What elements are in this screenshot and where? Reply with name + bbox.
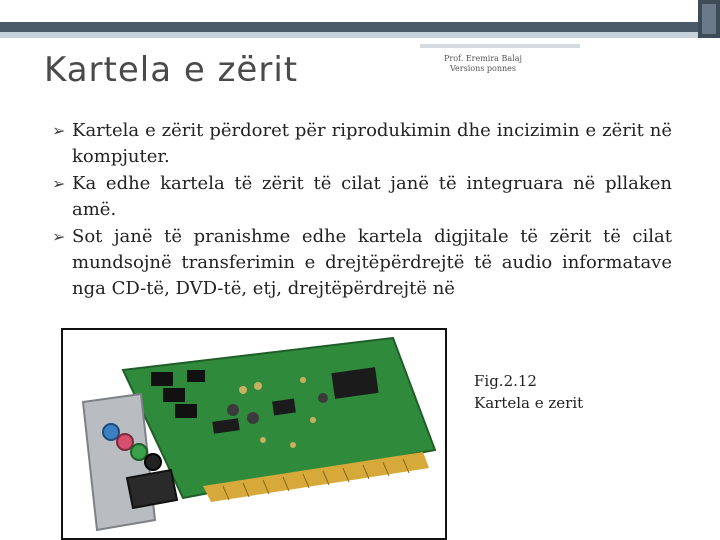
header-bar-light	[0, 32, 698, 38]
sound-card-illustration	[63, 330, 445, 538]
author-name: Prof. Eremira Balaj	[444, 54, 522, 63]
header-bar-dark	[0, 22, 698, 32]
bullet-text: Sot janë të pranishme edhe kartela digjitale të zërit të cilat mundsojnë transferimin e drejtëpërdrejtë të audio informatave nga CD-të, DVD-të, etj, drejtëpërdrejtë në	[72, 226, 672, 299]
black-port	[145, 454, 161, 470]
game-port	[127, 470, 177, 508]
slide-title: Kartela e zërit	[44, 50, 299, 90]
arrow-bullet-icon: ➢	[52, 121, 66, 140]
blue-port	[103, 424, 119, 440]
arrow-bullet-icon: ➢	[52, 174, 66, 193]
title-accent-line	[420, 44, 580, 48]
corner-decoration	[698, 0, 720, 38]
bullet-text: Ka edhe kartela të zërit të cilat janë të integruara në pllaken amë.	[72, 173, 672, 220]
author-subtitle: Versions ponnes	[450, 64, 516, 73]
connector-block	[151, 372, 173, 386]
bullet-item	[52, 171, 672, 223]
connector-block	[163, 388, 185, 402]
bullet-list	[52, 118, 672, 303]
figure-number: Fig.2.12	[474, 372, 537, 390]
connector-block	[187, 370, 205, 382]
bullet-text: Kartela e zërit përdoret për riprodukimin dhe incizimin e zërit në kompjuter.	[72, 120, 672, 167]
bullet-item	[52, 224, 672, 302]
connector-block	[175, 404, 197, 418]
figure-caption	[474, 370, 583, 414]
pink-port	[117, 434, 133, 450]
sound-card-image	[61, 328, 447, 540]
figure-title: Kartela e zerit	[474, 394, 584, 412]
green-port	[131, 444, 147, 460]
arrow-bullet-icon: ➢	[52, 227, 66, 246]
author-note	[438, 54, 528, 74]
bullet-item	[52, 118, 672, 170]
